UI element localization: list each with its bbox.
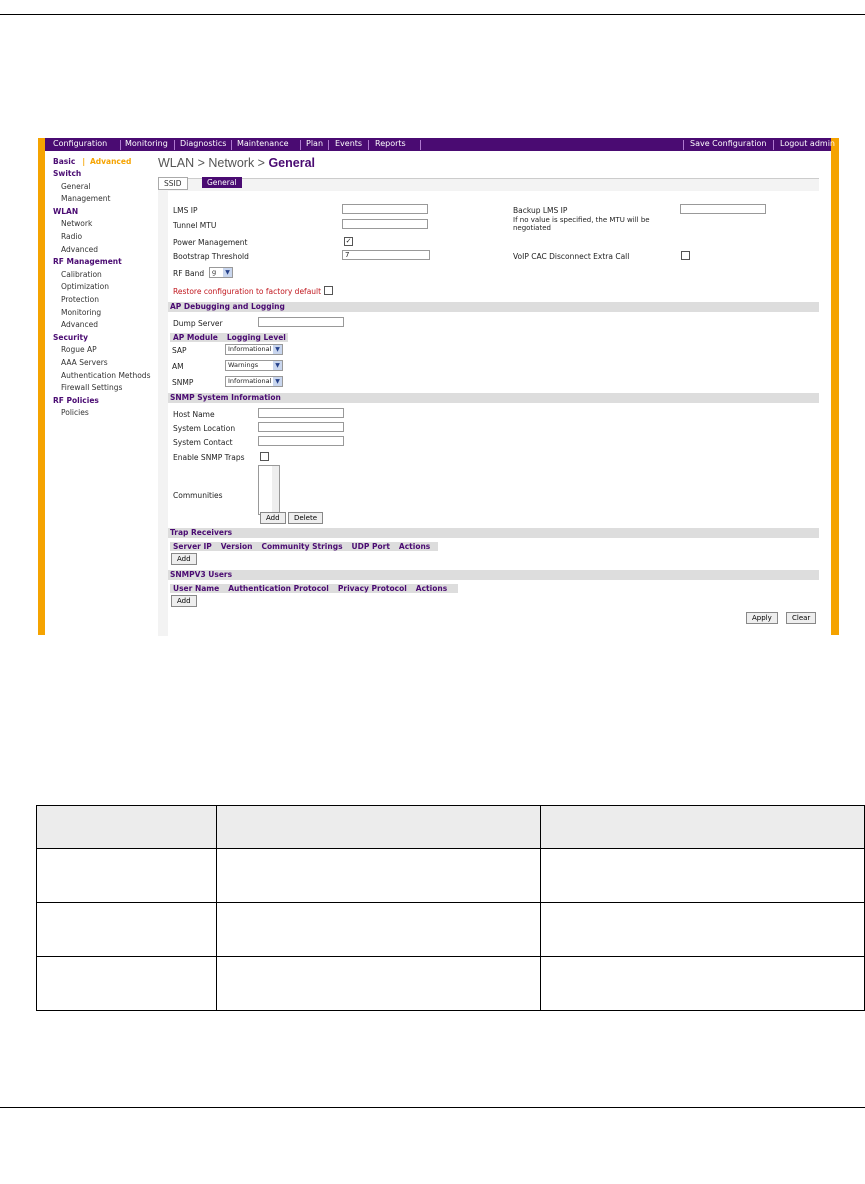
enable-snmp-traps-checkbox[interactable]: [260, 452, 269, 461]
table-cell: [37, 903, 217, 957]
add-trap-receiver-button[interactable]: Add: [171, 553, 197, 565]
sidebar-item-advanced[interactable]: Advanced: [61, 244, 99, 254]
nav-separator: [368, 140, 369, 150]
sidebar-item-aaa-servers[interactable]: AAA Servers: [61, 358, 108, 367]
frame-left: [38, 138, 45, 635]
table-row: [37, 849, 865, 903]
footer-rule: [0, 1107, 865, 1108]
trap-column: Server IP: [173, 542, 212, 551]
table-cell: [541, 957, 865, 1011]
table-header-cell: [541, 806, 865, 849]
sidebar-item-rogue-ap[interactable]: Rogue AP: [61, 345, 97, 355]
logging-table-header: [170, 333, 288, 342]
advanced-link[interactable]: Advanced: [89, 157, 132, 166]
trap-column: Community Strings: [261, 542, 343, 551]
backup-lms-ip-input[interactable]: [680, 204, 766, 214]
sidebar-section-wlan: WLAN: [53, 206, 79, 216]
sidebar-item-optimization[interactable]: Optimization: [61, 282, 109, 292]
nav-monitoring[interactable]: Monitoring: [125, 139, 168, 148]
mode-divider: |: [82, 157, 86, 166]
logging-level-value: Informational: [228, 377, 272, 385]
sidebar-item-calibration[interactable]: Calibration: [61, 269, 102, 279]
trap-column: Version: [220, 542, 253, 551]
trap-receivers-heading: Trap Receivers: [168, 528, 819, 538]
chevron-down-icon: ▼: [273, 377, 282, 386]
sidebar-item-protection[interactable]: Protection: [61, 295, 99, 304]
voip-cac-checkbox[interactable]: [681, 251, 690, 260]
communities-scrollbar[interactable]: [272, 466, 279, 514]
host-name-input[interactable]: [258, 408, 344, 418]
sidebar-section-rf-management: RF Management: [53, 257, 122, 267]
tunnel-mtu-input[interactable]: [342, 219, 428, 229]
nav-separator: [683, 140, 684, 150]
lms-ip-label: LMS IP: [173, 206, 198, 215]
chevron-down-icon: ▼: [223, 268, 232, 277]
module-name: SAP: [172, 346, 187, 355]
v3-column: Authentication Protocol: [228, 584, 329, 593]
nav-diagnostics[interactable]: Diagnostics: [180, 139, 227, 148]
backup-lms-ip-label: Backup LMS IP: [513, 206, 568, 215]
v3-column: User Name: [173, 584, 220, 593]
bootstrap-threshold-input[interactable]: 7: [342, 250, 430, 260]
table-header-cell: [37, 806, 217, 849]
add-snmpv3-user-button[interactable]: Add: [171, 595, 197, 607]
table-cell: [37, 849, 217, 903]
logging-level-value: Warnings: [228, 361, 259, 369]
dump-server-label: Dump Server: [173, 319, 223, 328]
table-header-cell: [217, 806, 541, 849]
trap-column: Actions: [398, 542, 431, 551]
save-configuration-link[interactable]: Save Configuration: [690, 139, 767, 148]
top-nav: [45, 138, 835, 151]
tab-general[interactable]: General: [202, 177, 242, 188]
chevron-down-icon: ▼: [273, 361, 282, 370]
content-area: [158, 178, 819, 636]
v3-column: Actions: [415, 584, 448, 593]
snmpv3-table-header: [170, 584, 458, 593]
clear-button[interactable]: Clear: [786, 612, 816, 624]
screenshot: [38, 138, 839, 635]
sidebar-mode: [53, 157, 131, 166]
logout-link[interactable]: Logout admin: [780, 139, 835, 148]
voip-cac-label: VoIP CAC Disconnect Extra Call: [513, 252, 630, 261]
host-name-label: Host Name: [173, 410, 215, 419]
rf-band-label: RF Band: [173, 269, 205, 278]
table-row: [37, 957, 865, 1011]
table-cell: [37, 957, 217, 1011]
sidebar-item-network[interactable]: Network: [61, 219, 93, 229]
sidebar-item-monitoring[interactable]: Monitoring: [61, 307, 102, 317]
sidebar-item-general[interactable]: General: [61, 181, 91, 191]
logging-level-column: Logging Level: [226, 333, 286, 342]
table-cell: [541, 849, 865, 903]
nav-separator: [231, 140, 232, 150]
table-cell: [217, 903, 541, 957]
sidebar-section-security: Security: [53, 332, 89, 342]
page-title-current: General: [268, 156, 316, 170]
power-management-checkbox[interactable]: ✓: [345, 237, 352, 245]
tab-ssid[interactable]: SSID: [158, 177, 188, 190]
restore-defaults-checkbox[interactable]: [324, 286, 333, 295]
document-table: [36, 805, 865, 1011]
communities-label: Communities: [173, 491, 223, 500]
nav-events[interactable]: Events: [335, 139, 363, 148]
trap-table-header: [170, 542, 438, 551]
add-community-button[interactable]: Add: [260, 512, 286, 524]
table-cell: [217, 849, 541, 903]
system-location-input[interactable]: [258, 422, 344, 432]
sidebar-item-authentication-methods[interactable]: Authentication Methods: [61, 370, 151, 380]
general-panel: [168, 191, 819, 636]
nav-maintenance[interactable]: Maintenance: [237, 139, 289, 148]
sidebar-item-advanced[interactable]: Advanced: [61, 320, 99, 330]
nav-reports[interactable]: Reports: [375, 139, 406, 148]
rf-band-select[interactable]: [209, 267, 233, 278]
system-contact-label: System Contact: [173, 438, 233, 447]
nav-separator: [120, 140, 121, 150]
nav-separator: [174, 140, 175, 150]
lms-ip-input[interactable]: [342, 204, 428, 214]
sidebar-item-radio[interactable]: Radio: [61, 232, 83, 241]
v3-column: Privacy Protocol: [337, 584, 407, 593]
delete-community-button[interactable]: Delete: [288, 512, 323, 524]
ap-module-column: AP Module: [173, 333, 218, 342]
sidebar-section-rf-policies: RF Policies: [53, 395, 99, 405]
sidebar-section-switch: Switch: [53, 169, 82, 178]
sidebar-item-firewall-settings[interactable]: Firewall Settings: [61, 383, 123, 393]
bootstrap-threshold-label: Bootstrap Threshold: [173, 252, 249, 261]
header-rule: [0, 14, 865, 15]
logging-level-select[interactable]: [225, 360, 283, 371]
nav-separator: [300, 140, 301, 150]
nav-separator: [328, 140, 329, 150]
nav-plan[interactable]: Plan: [306, 139, 324, 148]
breadcrumb: WLAN > Network >: [158, 156, 269, 170]
logging-level-select[interactable]: [225, 376, 283, 387]
enable-snmp-traps-label: Enable SNMP Traps: [173, 453, 245, 462]
module-name: SNMP: [172, 378, 194, 387]
power-management-label: Power Management: [173, 238, 248, 247]
page-title: [158, 156, 315, 170]
nav-configuration[interactable]: Configuration: [53, 139, 108, 148]
rf-band-value: g: [212, 268, 217, 276]
sidebar-item-management[interactable]: Management: [61, 194, 111, 204]
dump-server-input[interactable]: [258, 317, 344, 327]
tunnel-mtu-label: Tunnel MTU: [173, 221, 217, 230]
nav-separator: [420, 140, 421, 150]
logging-level-select[interactable]: [225, 344, 283, 355]
snmp-system-heading: SNMP System Information: [168, 393, 819, 403]
sidebar-item-policies[interactable]: Policies: [61, 408, 89, 418]
chevron-down-icon: ▼: [273, 345, 282, 354]
frame-right: [831, 138, 839, 635]
restore-defaults-label: Restore configuration to factory default: [173, 287, 322, 296]
table-row: [37, 903, 865, 957]
table-cell: [541, 903, 865, 957]
apply-button[interactable]: Apply: [746, 612, 778, 624]
table-header-row: [37, 806, 865, 849]
ap-debugging-heading: AP Debugging and Logging: [168, 302, 819, 312]
logging-level-value: Informational: [228, 345, 272, 353]
module-name: AM: [172, 362, 184, 371]
system-contact-input[interactable]: [258, 436, 344, 446]
basic-link[interactable]: Basic: [53, 157, 76, 166]
system-location-label: System Location: [173, 424, 236, 433]
mtu-note: If no value is specified, the MTU will be negotiated: [513, 216, 650, 232]
table-cell: [217, 957, 541, 1011]
snmpv3-users-heading: SNMPV3 Users: [168, 570, 819, 580]
trap-column: UDP Port: [351, 542, 390, 551]
communities-list[interactable]: [258, 465, 280, 515]
nav-separator: [773, 140, 774, 150]
